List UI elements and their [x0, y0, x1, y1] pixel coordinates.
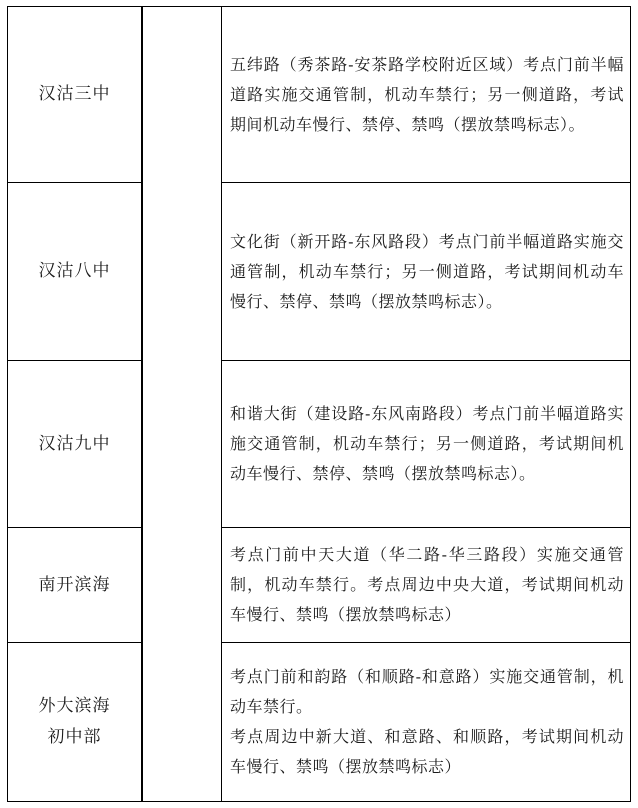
school-cell	[7, 183, 142, 360]
school-cell	[7, 361, 142, 527]
school-name-line: 初中部	[47, 727, 102, 747]
school-name: 汉沽九中	[38, 433, 111, 454]
measure-text: 考点门前中天大道（华二路-华三路段）实施交通管制，机动车禁行。考点周边中央大道，考试期间机动车慢行、禁鸣（摆放禁鸣标志）	[230, 545, 624, 624]
measure-cell	[222, 643, 630, 801]
measure-cell	[222, 361, 630, 527]
table-border-right	[630, 6, 631, 802]
school-name: 南开滨海	[38, 574, 111, 595]
measure-text: 和谐大街（建设路-东风南路段）考点门前半幅道路实施交通管制，机动车禁行；另一侧道路，考试期间机动车慢行、禁停、禁鸣（摆放禁鸣标志）。	[230, 404, 624, 483]
measure-cell	[222, 528, 630, 642]
measure-cell	[222, 183, 630, 360]
measure-text: 文化街（新开路-东风路段）考点门前半幅道路实施交通管制，机动车禁行；另一侧道路，考试期间机动车慢行、禁停、禁鸣（摆放禁鸣标志）。	[230, 231, 624, 311]
measure-text: 考点周边中新大道、和意路、和顺路，考试期间机动车慢行、禁鸣（摆放禁鸣标志）	[230, 727, 624, 776]
school-name-line: 外大滨海	[38, 696, 111, 716]
table-border-bottom	[7, 801, 631, 802]
measure-cell	[222, 7, 630, 182]
measure-text: 考点门前和韵路（和顺路-和意路）实施交通管制，机动车禁行。	[230, 667, 624, 716]
school-cell	[7, 643, 142, 801]
school-name: 汉沽三中	[38, 84, 111, 104]
measure-text: 五纬路（秀茶路-安茶路学校附近区域）考点门前半幅道路实施交通管制，机动车禁行；另一侧道路，考试期间机动车慢行、禁停、禁鸣（摆放禁鸣标志）。	[230, 54, 624, 134]
school-cell	[7, 7, 142, 182]
school-cell	[7, 528, 142, 642]
school-name: 汉沽八中	[38, 261, 111, 281]
